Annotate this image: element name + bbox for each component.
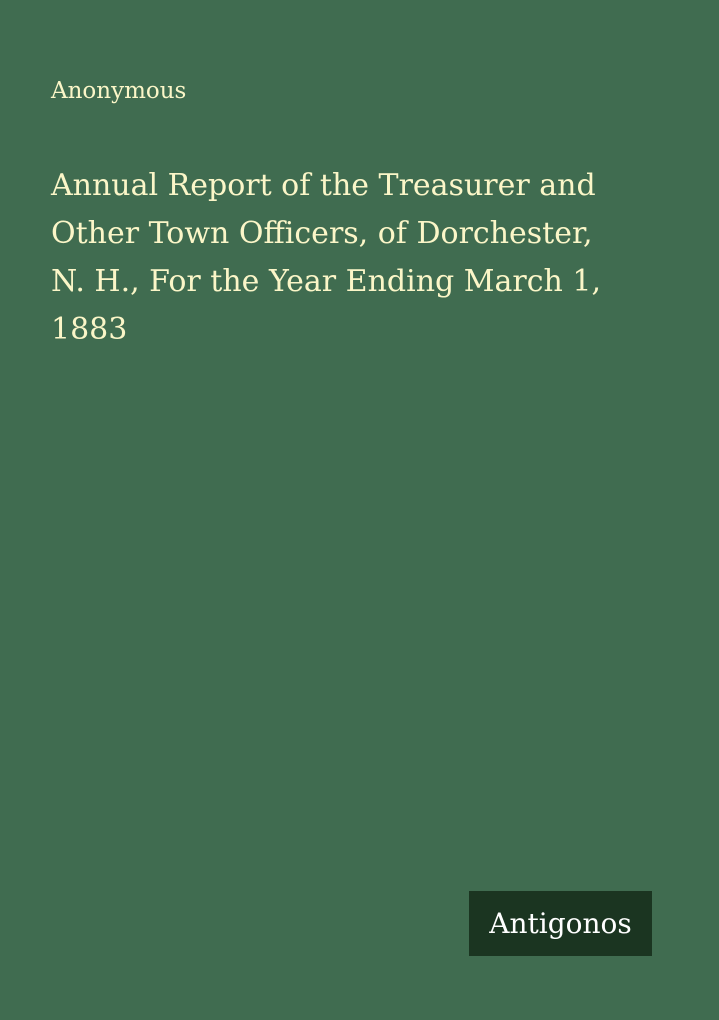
book-title (51, 162, 691, 354)
title-line: N. H., For the Year Ending March 1, (51, 264, 601, 299)
publisher-badge (469, 891, 652, 956)
title-line: Annual Report of the Treasurer and (51, 168, 596, 203)
author-name: Anonymous (51, 78, 187, 104)
title-line: 1883 (51, 312, 128, 347)
publisher-name: Antigonos (489, 907, 632, 940)
title-line: Other Town Officers, of Dorchester, (51, 216, 593, 251)
